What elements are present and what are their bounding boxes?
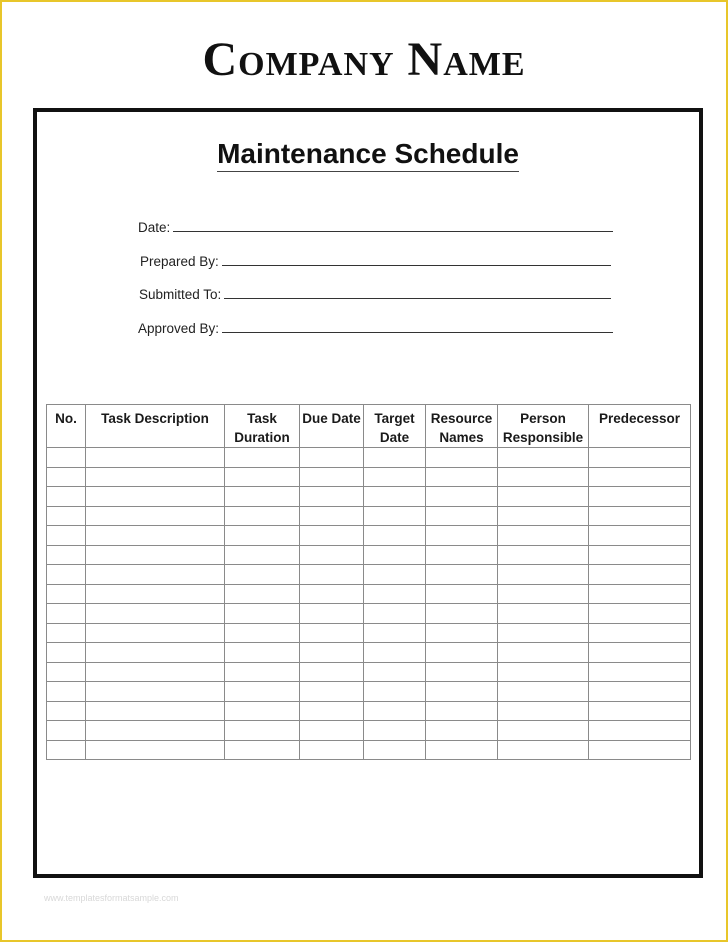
column-header-person-responsible: Person Responsible	[498, 405, 589, 448]
table-cell[interactable]	[47, 467, 86, 487]
table-cell[interactable]	[47, 623, 86, 643]
table-cell[interactable]	[498, 604, 589, 624]
table-cell[interactable]	[426, 526, 498, 546]
form-frame	[33, 108, 703, 878]
table-cell[interactable]	[225, 643, 300, 663]
column-header-no: No.	[47, 405, 86, 448]
table-cell[interactable]	[47, 643, 86, 663]
date-field[interactable]	[138, 215, 613, 235]
document-title-text: Maintenance Schedule	[217, 138, 519, 172]
table-cell[interactable]	[426, 682, 498, 702]
table-cell[interactable]	[364, 623, 426, 643]
table-cell[interactable]	[47, 545, 86, 565]
table-cell[interactable]	[47, 604, 86, 624]
column-header-target-date: Target Date	[364, 405, 426, 448]
table-cell[interactable]	[86, 682, 225, 702]
table-row	[47, 565, 691, 585]
table-cell[interactable]	[589, 467, 691, 487]
table-cell[interactable]	[589, 448, 691, 468]
table-cell[interactable]	[86, 584, 225, 604]
table-cell[interactable]	[364, 643, 426, 663]
table-cell[interactable]	[498, 740, 589, 760]
table-cell[interactable]	[225, 467, 300, 487]
table-row	[47, 467, 691, 487]
table-cell[interactable]	[47, 662, 86, 682]
approved-by-blank-line[interactable]	[222, 331, 613, 333]
table-cell[interactable]	[225, 721, 300, 741]
table-cell[interactable]	[589, 584, 691, 604]
table-cell[interactable]	[47, 740, 86, 760]
table-cell[interactable]	[498, 701, 589, 721]
table-cell[interactable]	[426, 506, 498, 526]
column-header-resource-names: Resource Names	[426, 405, 498, 448]
table-cell[interactable]	[86, 545, 225, 565]
table-row	[47, 623, 691, 643]
table-cell[interactable]	[589, 740, 691, 760]
submitted-to-blank-line[interactable]	[224, 297, 611, 299]
table-cell[interactable]	[364, 721, 426, 741]
table-cell[interactable]	[364, 604, 426, 624]
table-cell[interactable]	[86, 448, 225, 468]
table-cell[interactable]	[300, 701, 364, 721]
table-cell[interactable]	[498, 584, 589, 604]
table-cell[interactable]	[426, 604, 498, 624]
table-cell[interactable]	[426, 467, 498, 487]
document-title	[37, 138, 699, 172]
column-header-task-description: Task Description	[86, 405, 225, 448]
table-cell[interactable]	[300, 545, 364, 565]
table-cell[interactable]	[498, 506, 589, 526]
table-header-row	[47, 405, 691, 448]
table-cell[interactable]	[426, 662, 498, 682]
table-cell[interactable]	[498, 467, 589, 487]
table-row	[47, 740, 691, 760]
prepared-by-field[interactable]	[140, 249, 611, 269]
table-cell[interactable]	[86, 623, 225, 643]
table-cell[interactable]	[589, 565, 691, 585]
table-cell[interactable]	[364, 526, 426, 546]
table-cell[interactable]	[225, 487, 300, 507]
table-cell[interactable]	[426, 721, 498, 741]
table-cell[interactable]	[426, 584, 498, 604]
table-cell[interactable]	[225, 526, 300, 546]
table-cell[interactable]	[86, 701, 225, 721]
table-cell[interactable]	[300, 565, 364, 585]
table-cell[interactable]	[364, 487, 426, 507]
table-cell[interactable]	[300, 721, 364, 741]
table-cell[interactable]	[498, 623, 589, 643]
table-cell[interactable]	[225, 584, 300, 604]
table-cell[interactable]	[225, 565, 300, 585]
table-cell[interactable]	[300, 448, 364, 468]
table-row	[47, 526, 691, 546]
table-cell[interactable]	[47, 721, 86, 741]
date-blank-line[interactable]	[173, 230, 613, 232]
table-cell[interactable]	[47, 565, 86, 585]
table-cell[interactable]	[589, 662, 691, 682]
table-cell[interactable]	[47, 526, 86, 546]
maintenance-table	[46, 404, 691, 760]
table-cell[interactable]	[86, 643, 225, 663]
table-cell[interactable]	[86, 467, 225, 487]
table-cell[interactable]	[47, 682, 86, 702]
table-cell[interactable]	[498, 487, 589, 507]
column-header-due-date: Due Date	[300, 405, 364, 448]
table-cell[interactable]	[364, 565, 426, 585]
table-cell[interactable]	[498, 448, 589, 468]
table-cell[interactable]	[300, 526, 364, 546]
table-cell[interactable]	[498, 682, 589, 702]
table-cell[interactable]	[589, 526, 691, 546]
table-cell[interactable]	[225, 506, 300, 526]
table-cell[interactable]	[86, 526, 225, 546]
table-cell[interactable]	[589, 701, 691, 721]
table-cell[interactable]	[364, 662, 426, 682]
table-cell[interactable]	[225, 545, 300, 565]
table-cell[interactable]	[225, 662, 300, 682]
table-cell[interactable]	[364, 682, 426, 702]
company-name: Company Name	[202, 33, 526, 86]
table-cell[interactable]	[47, 584, 86, 604]
table-cell[interactable]	[86, 604, 225, 624]
table-cell[interactable]	[225, 682, 300, 702]
table-cell[interactable]	[498, 721, 589, 741]
table-cell[interactable]	[47, 506, 86, 526]
column-header-predecessor: Predecessor	[589, 405, 691, 448]
table-row	[47, 545, 691, 565]
table-cell[interactable]	[47, 448, 86, 468]
table-cell[interactable]	[300, 682, 364, 702]
table-cell[interactable]	[426, 565, 498, 585]
table-cell[interactable]	[364, 740, 426, 760]
table-cell[interactable]	[300, 467, 364, 487]
table-row	[47, 584, 691, 604]
table-cell[interactable]	[86, 721, 225, 741]
table-cell[interactable]	[426, 701, 498, 721]
table-cell[interactable]	[589, 506, 691, 526]
table-cell[interactable]	[86, 565, 225, 585]
table-cell[interactable]	[364, 506, 426, 526]
table-cell[interactable]	[225, 701, 300, 721]
table-cell[interactable]	[498, 662, 589, 682]
table-cell[interactable]	[300, 584, 364, 604]
table-row	[47, 701, 691, 721]
table-cell[interactable]	[86, 662, 225, 682]
submitted-to-label: Submitted To:	[139, 287, 222, 302]
table-cell[interactable]	[225, 604, 300, 624]
table-cell[interactable]	[426, 623, 498, 643]
table-cell[interactable]	[86, 506, 225, 526]
table-cell[interactable]	[300, 506, 364, 526]
table-cell[interactable]	[589, 643, 691, 663]
approved-by-label: Approved By:	[138, 321, 220, 336]
table-cell[interactable]	[47, 487, 86, 507]
table-cell[interactable]	[364, 448, 426, 468]
table-cell[interactable]	[498, 545, 589, 565]
submitted-to-field[interactable]	[139, 282, 611, 302]
table-cell[interactable]	[589, 487, 691, 507]
column-header-task-duration: Task Duration	[225, 405, 300, 448]
date-label: Date:	[138, 220, 171, 235]
table-cell[interactable]	[225, 623, 300, 643]
table-row	[47, 662, 691, 682]
table-cell[interactable]	[426, 448, 498, 468]
table-cell[interactable]	[47, 701, 86, 721]
table-cell[interactable]	[426, 487, 498, 507]
table-row	[47, 506, 691, 526]
table-cell[interactable]	[364, 545, 426, 565]
table-cell[interactable]	[589, 682, 691, 702]
watermark-text: www.templatesformatsample.com	[44, 893, 179, 903]
table-cell[interactable]	[498, 526, 589, 546]
table-cell[interactable]	[300, 662, 364, 682]
table-body	[47, 448, 691, 760]
table-cell[interactable]	[300, 623, 364, 643]
prepared-by-label: Prepared By:	[140, 254, 219, 269]
table-cell[interactable]	[225, 740, 300, 760]
table-row	[47, 448, 691, 468]
table-cell[interactable]	[426, 643, 498, 663]
table-cell[interactable]	[589, 545, 691, 565]
table-cell[interactable]	[426, 740, 498, 760]
table-cell[interactable]	[364, 701, 426, 721]
table-cell[interactable]	[86, 740, 225, 760]
table-cell[interactable]	[225, 448, 300, 468]
table-cell[interactable]	[300, 740, 364, 760]
table-cell[interactable]	[498, 565, 589, 585]
table-row	[47, 682, 691, 702]
table-row	[47, 643, 691, 663]
table-cell[interactable]	[589, 623, 691, 643]
table-cell[interactable]	[364, 467, 426, 487]
table-cell[interactable]	[426, 545, 498, 565]
table-cell[interactable]	[300, 487, 364, 507]
table-cell[interactable]	[300, 604, 364, 624]
prepared-by-blank-line[interactable]	[222, 264, 611, 266]
table-cell[interactable]	[300, 643, 364, 663]
table-row	[47, 487, 691, 507]
table-cell[interactable]	[589, 721, 691, 741]
table-cell[interactable]	[364, 584, 426, 604]
table-cell[interactable]	[498, 643, 589, 663]
table-row	[47, 721, 691, 741]
table-row	[47, 604, 691, 624]
table-cell[interactable]	[86, 487, 225, 507]
table-cell[interactable]	[589, 604, 691, 624]
approved-by-field[interactable]	[138, 316, 613, 336]
